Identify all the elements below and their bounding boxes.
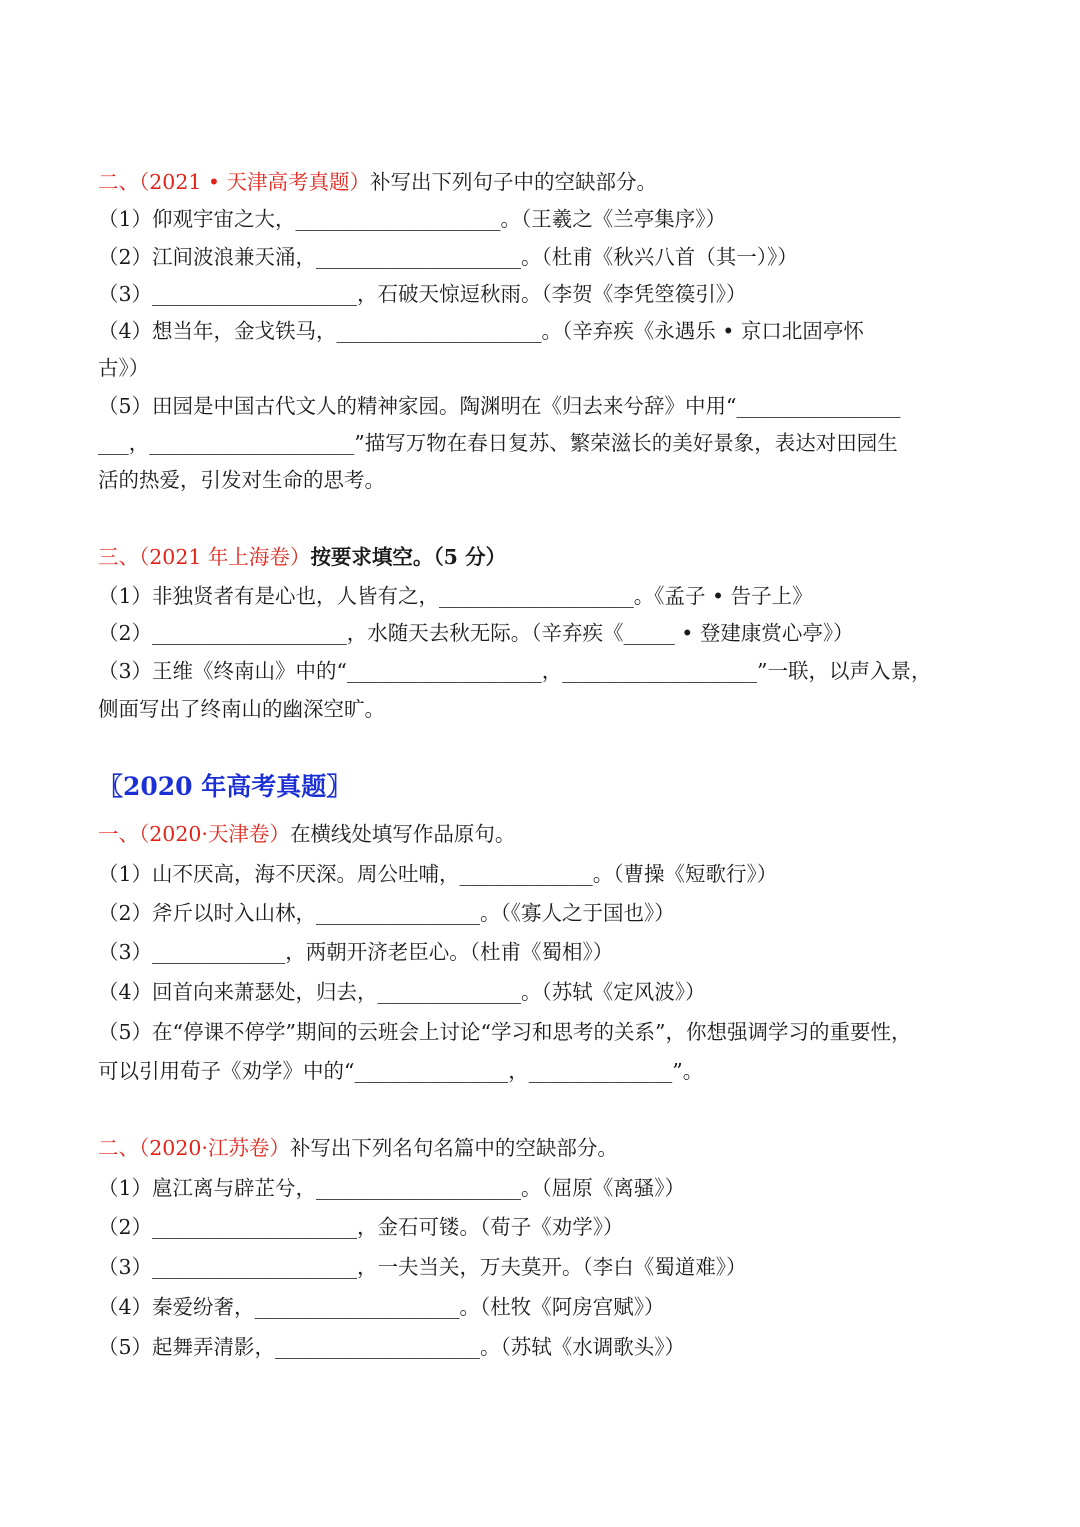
question-line: （1）非独贤者有是心也，人皆有之，___________________。《孟子 • 告子上》 <box>98 584 813 608</box>
section-source: （2021 • 天津高考真题） <box>139 170 371 194</box>
section-heading <box>98 1134 618 1162</box>
question-line: （1）扈江离与辟芷兮，____________________。（屈原《离骚》） <box>98 1176 686 1200</box>
section-heading <box>98 543 506 571</box>
year-heading: 〖2020 年高考真题〗 <box>98 772 352 801</box>
question-line: （5）起舞弄清影，____________________。（苏轼《水调歌头》） <box>98 1335 686 1359</box>
question-line: 古》） <box>98 356 150 380</box>
question-line: （5）田园是中国古代文人的精神家园。陶渊明在《归去来兮辞》中用“________________ <box>98 394 901 418</box>
question-line: （2）___________________，水随天去秋无际。（辛弃疾《_____ • 登建康赏心亭》） <box>98 621 854 645</box>
question-line: （4）秦爱纷奢，____________________。（杜牧《阿房宫赋》） <box>98 1295 665 1319</box>
question-line: （4）回首向来萧瑟处，归去，______________。（苏轼《定风波》） <box>98 980 706 1004</box>
section-heading <box>98 820 515 848</box>
section-source: （2021 年上海卷） <box>139 545 311 569</box>
question-line: （2）____________________，金石可镂。（荀子《劝学》） <box>98 1215 624 1239</box>
section-number: 三、 <box>98 545 139 569</box>
question-line: 侧面写出了终南山的幽深空旷。 <box>98 697 385 721</box>
question-line: （3）____________________，一夫当关，万夫莫开。（李白《蜀道难》） <box>98 1255 747 1279</box>
question-line: （3）____________________，石破天惊逗秋雨。（李贺《李凭箜篌引》） <box>98 282 747 306</box>
section-source: （2020·天津卷） <box>139 822 290 846</box>
section-number: 二、 <box>98 1136 139 1160</box>
section-instruction: 按要求填空。（5 分） <box>310 545 507 569</box>
question-line: （3）王维《终南山》中的“___________________，___________________”一联，以声入景， <box>98 659 932 683</box>
question-line: （3）_____________，两朝开济老臣心。（杜甫《蜀相》） <box>98 940 614 964</box>
question-line: （2）江间波浪兼天涌，____________________。（杜甫《秋兴八首（其一）》） <box>98 245 798 269</box>
question-line: （5）在“停课不停学”期间的云班会上讨论“学习和思考的关系”，你想强调学习的重要性， <box>98 1020 912 1044</box>
question-line: 可以引用荀子《劝学》中的“_______________，______________”。 <box>98 1059 704 1083</box>
question-line: （4）想当年，金戈铁马，____________________。（辛弃疾《永遇乐 • 京口北固亭怀 <box>98 319 864 343</box>
section-source: （2020·江苏卷） <box>139 1136 290 1160</box>
question-line: （2）斧斤以时入山林，________________。（《寡人之于国也》） <box>98 901 675 925</box>
section-instruction: 补写出下列名句名篇中的空缺部分。 <box>289 1136 618 1160</box>
section-number: 一、 <box>98 822 139 846</box>
section-instruction: 补写出下列句子中的空缺部分。 <box>370 170 658 194</box>
question-line: ___，____________________”描写万物在春日复苏、繁荣滋长的美好景象，表达对田园生 <box>98 431 898 455</box>
question-line: 活的热爱，引发对生命的思考。 <box>98 468 385 492</box>
section-heading <box>98 168 657 196</box>
section-instruction: 在横线处填写作品原句。 <box>289 822 516 846</box>
question-line: （1）仰观宇宙之大，____________________。（王羲之《兰亭集序》） <box>98 207 727 231</box>
section-number: 二、 <box>98 170 139 194</box>
question-line: （1）山不厌高，海不厌深。周公吐哺，_____________。（曹操《短歌行》） <box>98 862 778 886</box>
